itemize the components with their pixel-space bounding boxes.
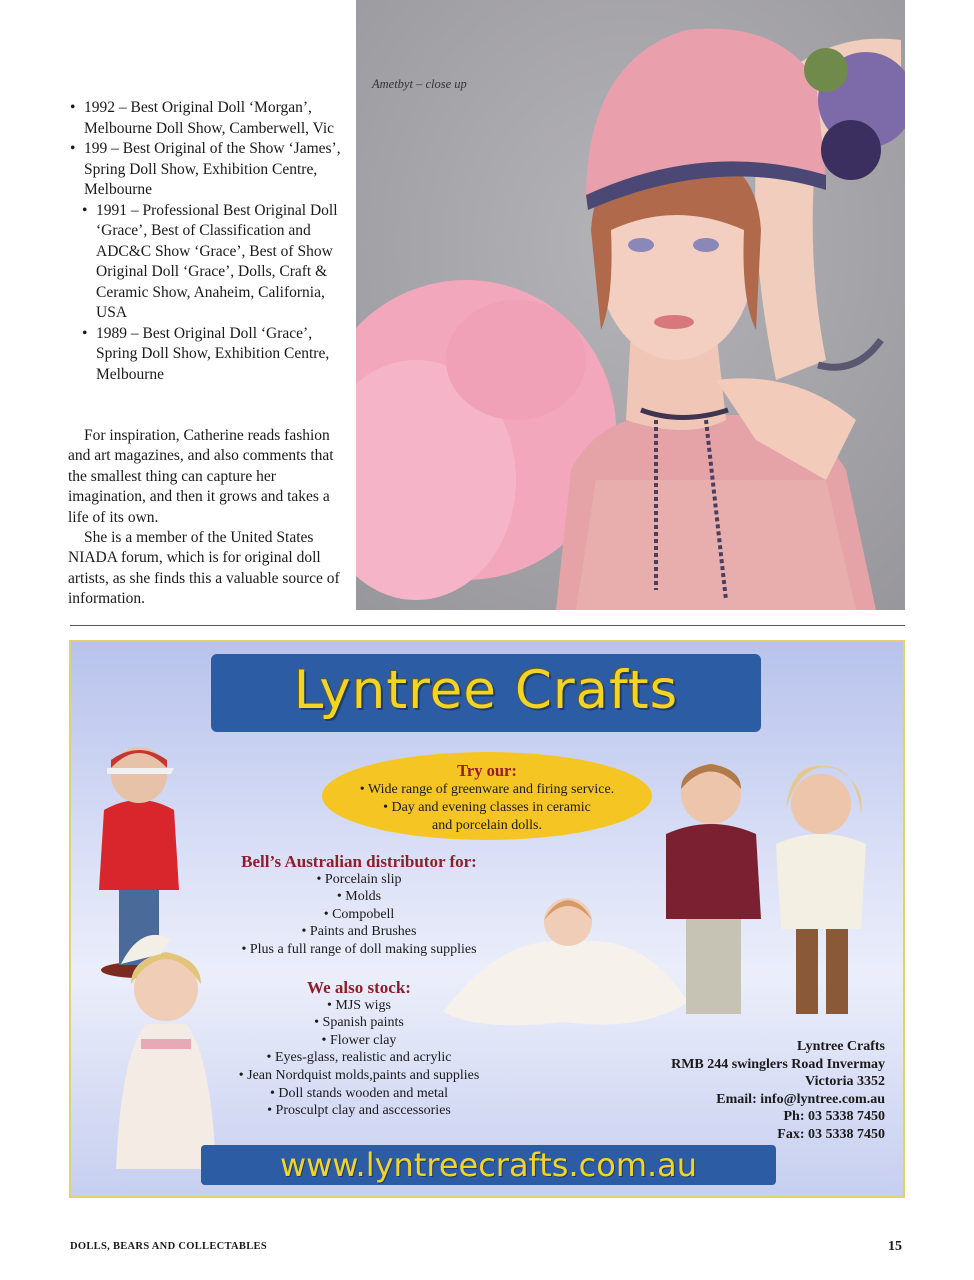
contact-name: Lyntree Crafts [797, 1039, 885, 1054]
also-stock-item: • Jean Nordquist molds,paints and supplies [238, 1067, 480, 1083]
lyntree-crafts-advert [69, 640, 905, 1198]
also-stock-item: • Prosculpt clay and asccessories [267, 1103, 451, 1119]
distributor-heading: Bell’s Australian distributor for: [241, 852, 477, 871]
try-items [322, 781, 652, 835]
distributor-section [219, 853, 499, 959]
also-stock-item: • MJS wigs [326, 997, 392, 1013]
contact-block [671, 1038, 885, 1143]
distributor-item: • Compobell [323, 906, 395, 922]
lyntree-logo [211, 654, 761, 732]
also-stock-item: • Eyes-glass, realistic and acrylic [266, 1050, 452, 1066]
also-stock-items [219, 997, 499, 1120]
also-stock-item: • Flower clay [321, 1032, 397, 1048]
also-stock-item: • Spanish paints [314, 1015, 404, 1031]
publication-name: DOLLS, BEARS AND COLLECTABLES [70, 1241, 267, 1252]
award-item: • 199 – Best Original of the Show ‘James’, Spring Doll Show, Exhibition Centre, Melbourne [70, 139, 350, 201]
distributor-item: • Molds [336, 889, 382, 905]
section-divider [70, 625, 905, 626]
award-item: • 1989 – Best Original Doll ‘Grace’, Spring Doll Show, Exhibition Centre, Melbourne [82, 324, 350, 386]
also-stock-section [219, 979, 499, 1120]
awards-list [70, 98, 350, 385]
paragraph-niada: She is a member of the United States NIADA forum, which is for original doll artists, as she finds this a valuable source of information. [68, 529, 340, 608]
website-url: www.lyntreecrafts.com.au [201, 1145, 776, 1185]
paragraph-inspiration: For inspiration, Catherine reads fashion and art magazines, and also comments that the smallest thing can capture her imagination, and then it grows and takes a life of its own. [68, 427, 334, 526]
try-item: • Day and evening classes in ceramic [383, 800, 591, 815]
girl-doll-white-dress-image [101, 914, 231, 1174]
logo-text: Lyntree Crafts [293, 660, 679, 721]
try-item: • Wide range of greenware and firing service. [359, 782, 615, 797]
also-stock-item: • Doll stands wooden and metal [270, 1085, 448, 1101]
try-item: and porcelain dolls. [431, 818, 543, 833]
contact-state: Victoria 3352 [805, 1074, 885, 1089]
photo-caption: Ametbyt – close up [372, 77, 467, 91]
contact-fax: Fax: 03 5338 7450 [777, 1126, 885, 1142]
also-stock-heading: We also stock: [307, 978, 411, 997]
distributor-item: • Plus a full range of doll making supplies [241, 941, 477, 957]
try-heading: Try our: [457, 761, 517, 780]
boy-and-girl-dolls-image [661, 754, 901, 1024]
try-our-bubble [322, 752, 652, 840]
article-body [68, 426, 353, 610]
contact-email: Email: info@lyntree.com.au [716, 1091, 885, 1107]
contact-phone: Ph: 03 5338 7450 [783, 1109, 885, 1124]
page-number: 15 [888, 1239, 902, 1254]
distributor-item: • Paints and Brushes [301, 924, 417, 940]
award-item: • 1992 – Best Original Doll ‘Morgan’, Melbourne Doll Show, Camberwell, Vic [70, 98, 350, 139]
award-item: • 1991 – Professional Best Original Doll ‘Grace’, Best of Classification and ADC&C Show ‘Grace’, Best of Show Original Doll ‘Grace’, Dolls, Craft & Ceramic Show, Anaheim, California, USA [82, 201, 350, 324]
distributor-item: • Porcelain slip [316, 871, 402, 887]
distributor-items [219, 871, 499, 959]
contact-address: RMB 244 swinglers Road Invermay [671, 1056, 885, 1072]
